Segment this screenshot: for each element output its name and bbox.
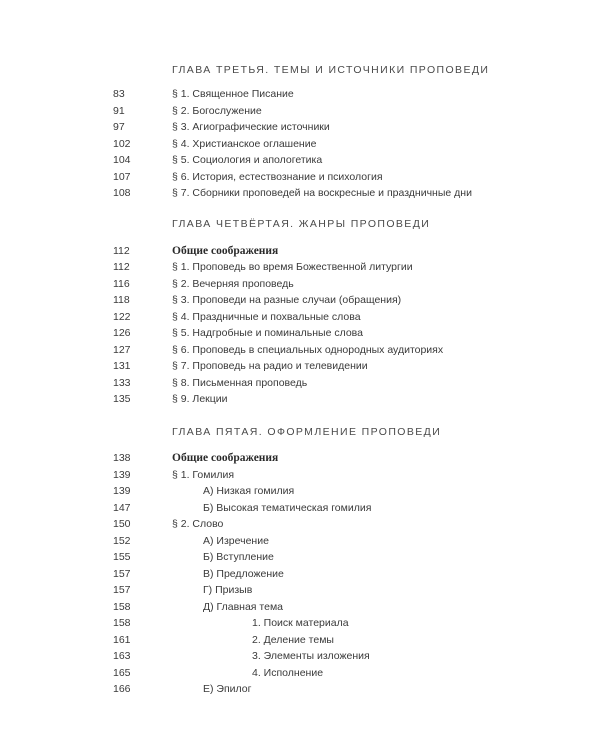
toc-page-number: 102 (113, 137, 131, 150)
chapter-title: ГЛАВА ПЯТАЯ. ОФОРМЛЕНИЕ ПРОПОВЕДИ (172, 426, 442, 438)
toc-page-number: 131 (113, 360, 131, 373)
toc-entry (0, 665, 600, 681)
toc-entry (0, 103, 600, 119)
toc-page-number: 150 (113, 518, 131, 530)
toc-page-number: 157 (113, 567, 131, 580)
toc-entry-title: Б) Высокая тематическая гомилия (203, 501, 372, 514)
toc-entry (0, 292, 600, 308)
toc-page-number: 83 (113, 88, 125, 100)
toc-entry-title: § 1. Проповедь во время Божественной литургии (172, 261, 413, 274)
toc-page-number: 133 (113, 376, 131, 389)
toc-entry (0, 648, 600, 664)
toc-entry-title: § 1. Священное Писание (172, 88, 294, 100)
toc-entry-title: § 2. Вечерняя проповедь (172, 277, 294, 290)
chapter-title: ГЛАВА ТРЕТЬЯ. ТЕМЫ И ИСТОЧНИКИ ПРОПОВЕДИ (172, 64, 490, 76)
toc-page-number: 104 (113, 154, 131, 167)
toc-entry-title: 3. Элементы изложения (252, 650, 370, 662)
toc-entry-title: § 8. Письменная проповедь (172, 376, 308, 389)
toc-entry-title: § 7. Сборники проповедей на воскресные и праздничные дни (172, 187, 472, 200)
toc-entry-title: Е) Эпилог (203, 683, 252, 695)
toc-entry-title: § 9. Лекции (172, 393, 228, 406)
toc-entry (0, 243, 600, 259)
toc-entry (0, 500, 600, 516)
toc-page-number: 138 (113, 452, 131, 464)
toc-entry-title: Д) Главная тема (203, 600, 283, 613)
toc-entry-title: § 4. Праздничные и похвальные слова (172, 310, 361, 323)
toc-entry (0, 632, 600, 648)
toc-entry-heading: Общие соображения (172, 452, 279, 464)
toc-entry (0, 358, 600, 374)
toc-page-number: 112 (113, 261, 130, 274)
toc-entry-heading: Общие соображения (172, 245, 279, 257)
toc-entry (0, 450, 600, 466)
chapter-title: ГЛАВА ЧЕТВЁРТАЯ. ЖАНРЫ ПРОПОВЕДИ (172, 218, 431, 230)
toc-page-number: 139 (113, 485, 131, 497)
toc-entry-title: А) Низкая гомилия (203, 485, 295, 497)
toc-entry (0, 375, 600, 391)
toc-entry (0, 152, 600, 168)
toc-entry-title: § 4. Христианское оглашение (172, 137, 317, 150)
toc-entry (0, 309, 600, 325)
toc-entry-title: § 2. Слово (172, 518, 224, 530)
toc-entry (0, 582, 600, 598)
toc-entry-title: § 6. История, естествознание и психология (172, 170, 383, 183)
toc-entry-title: А) Изречение (203, 534, 269, 547)
toc-page-number: 107 (113, 170, 131, 183)
toc-entry-title: § 5. Социология и апологетика (172, 154, 323, 167)
toc-page-number: 112 (113, 245, 130, 257)
toc-page-number: 122 (113, 310, 131, 323)
toc-entry (0, 86, 600, 102)
toc-entry-title: 1. Поиск материала (252, 617, 349, 629)
toc-entry-title: Г) Призыв (203, 584, 253, 596)
toc-entry-title: В) Предложение (203, 567, 284, 580)
toc-entry (0, 276, 600, 292)
toc-entry (0, 185, 600, 201)
toc-page-number: 139 (113, 468, 131, 481)
toc-entry (0, 342, 600, 358)
toc-page-number: 155 (113, 551, 131, 563)
toc-entry-title: § 6. Проповедь в специальных однородных аудиториях (172, 343, 444, 356)
toc-entry (0, 599, 600, 615)
toc-page-number: 165 (113, 666, 131, 679)
toc-entry-title: 2. Деление темы (252, 633, 334, 646)
toc-entry-title: § 3. Агиографические источники (172, 121, 330, 134)
toc-entry (0, 325, 600, 341)
toc-page-number: 161 (113, 633, 131, 646)
toc-entry (0, 467, 600, 483)
toc-entry-title: § 2. Богослужение (172, 104, 262, 117)
toc-page-number: 152 (113, 534, 131, 547)
toc-entry (0, 483, 600, 499)
toc-page-number: 116 (113, 277, 130, 290)
toc-entry-title: § 7. Проповедь на радио и телевидении (172, 360, 368, 373)
toc-entry-title: 4. Исполнение (252, 666, 324, 679)
toc-page-number: 166 (113, 683, 131, 695)
toc-page-number: 118 (113, 294, 130, 307)
toc-entry-title: § 5. Надгробные и поминальные слова (172, 327, 363, 340)
toc-entry-title: Б) Вступление (203, 551, 274, 563)
toc-page-number: 97 (113, 121, 125, 134)
toc-page-number: 126 (113, 327, 131, 340)
toc-page-number: 127 (113, 343, 131, 356)
toc-entry (0, 391, 600, 407)
toc-page-number: 163 (113, 650, 131, 662)
toc-entry (0, 136, 600, 152)
toc-entry (0, 549, 600, 565)
toc-entry (0, 615, 600, 631)
toc-entry (0, 566, 600, 582)
toc-entry-title: § 3. Проповеди на разные случаи (обращения) (172, 294, 402, 307)
toc-entry (0, 681, 600, 697)
toc-page-number: 91 (113, 104, 125, 117)
toc-page-number: 158 (113, 600, 131, 613)
toc-entry (0, 259, 600, 275)
toc-entry (0, 533, 600, 549)
toc-page-number: 157 (113, 584, 131, 596)
toc-page-number: 147 (113, 501, 131, 514)
toc-entry (0, 516, 600, 532)
toc-page-number: 135 (113, 393, 131, 406)
toc-entry (0, 169, 600, 185)
toc-page-number: 158 (113, 617, 131, 629)
toc-entry (0, 119, 600, 135)
toc-entry-title: § 1. Гомилия (172, 468, 235, 481)
toc-page-number: 108 (113, 187, 131, 200)
